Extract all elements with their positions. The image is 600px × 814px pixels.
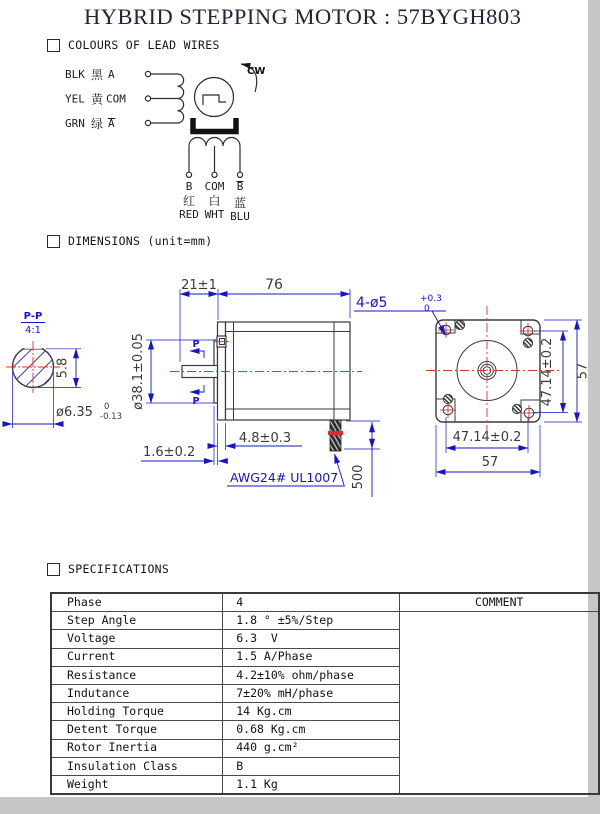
dim-pilot-dia: ø38.1±0.05: [131, 333, 146, 410]
terminal-dot: [237, 172, 242, 177]
page-title: HYBRID STEPPING MOTOR : 57BYGH803: [84, 4, 522, 29]
spec-label: Current: [51, 648, 223, 666]
spec-value: 7±20% mH/phase: [223, 684, 400, 702]
spec-value: 6.3 V: [223, 630, 400, 648]
rotor-symbol: [203, 95, 226, 105]
spec-label: Insulation Class: [51, 757, 223, 775]
dim-shaft-length: 21±1: [181, 278, 217, 293]
shaft-section-view: [4, 311, 122, 428]
phase-a-coil: [178, 74, 184, 123]
checkbox-icon: [47, 39, 60, 52]
spec-value: 440 g.cm²: [223, 739, 400, 757]
lead-cn: 红: [182, 194, 196, 208]
comment-header: COMMENT: [400, 593, 599, 612]
spec-label: Rotor Inertia: [51, 739, 223, 757]
spec-label: Indutance: [51, 684, 223, 702]
spec-value: 14 Kg.cm: [223, 703, 400, 721]
section-view-label: P-P: [23, 311, 43, 322]
spec-value: 0.68 Kg.cm: [223, 721, 400, 739]
top-lead-rows: [65, 68, 126, 131]
dim-frame-h: 57: [575, 362, 591, 380]
dim-bolt-spacing-h: 47.14±0.2: [452, 430, 522, 445]
cable-red-band: [328, 431, 343, 435]
lead-cable: [330, 420, 341, 451]
dim-bolt-spacing-v: 47.14±0.2: [540, 337, 555, 407]
spec-label: Detent Torque: [51, 721, 223, 739]
section-header-specifications: [47, 562, 169, 576]
dim-frame-w: 57: [481, 455, 499, 470]
p-mark-bottom: P: [192, 396, 200, 407]
terminal-dot: [145, 120, 150, 125]
lead-phase: B: [236, 180, 244, 193]
lead-code: RED: [179, 208, 199, 221]
lead-phase: B: [185, 180, 193, 193]
checkbox-icon: [47, 563, 60, 576]
lead-phase: A: [108, 68, 115, 81]
dim-holes-tol-dn: 0: [424, 304, 430, 314]
lead-phase: COM: [106, 92, 126, 106]
dim-boss-depth: 4.8±0.3: [238, 431, 292, 446]
section-header-lead-wires: [47, 38, 220, 52]
lead-cn: 黑: [91, 68, 104, 82]
corner-notch: [521, 400, 540, 422]
terminal-dot: [212, 172, 217, 177]
motor-front-view: [354, 294, 591, 477]
spec-value: B: [223, 757, 400, 775]
lead-code: WHT: [204, 208, 225, 221]
lead-cn: 白: [208, 194, 221, 208]
dim-plate: 1.6±0.2: [143, 445, 196, 460]
spec-value: 4.2±10% ohm/phase: [223, 666, 400, 684]
section-label: SPECIFICATIONS: [68, 562, 170, 576]
dim-flat-width: 5.8: [55, 357, 71, 379]
spec-value: 1.8 ° ±5%/Step: [223, 612, 400, 630]
spec-value: 4: [223, 593, 400, 612]
table-row: [51, 593, 599, 612]
dim-shaft-tol-dn: -0.13: [100, 412, 122, 422]
checkbox-icon: [47, 235, 60, 248]
bottom-lead-labels: [179, 180, 250, 223]
dim-holes: 4-ø5: [356, 295, 388, 311]
lead-code: YEL: [65, 92, 85, 106]
wire-spec-label: AWG24# UL1007: [230, 470, 339, 485]
lead-phase: A: [108, 117, 115, 130]
mounting-holes: [438, 322, 537, 421]
top-lead-wires: [145, 71, 177, 125]
dim-body-length: 76: [265, 277, 283, 293]
terminal-dot: [145, 71, 150, 76]
lead-phase: COM: [204, 180, 225, 193]
cw-label: CW: [247, 66, 266, 77]
motor-side-view: [131, 277, 380, 497]
lead-code: BLU: [230, 210, 250, 223]
dim-shaft-tol-up: 0: [104, 402, 110, 412]
wiring-diagram: [40, 55, 280, 235]
spec-value: 1.1 Kg: [223, 775, 400, 794]
spec-label: Holding Torque: [51, 703, 223, 721]
lead-code: BLK: [65, 68, 85, 81]
lead-cn: 绿: [91, 117, 104, 131]
terminal-dot: [186, 172, 191, 177]
section-view-scale: 4:1: [24, 325, 42, 336]
section-label: DIMENSIONS (unit=mm): [68, 234, 213, 248]
spec-table: [50, 592, 600, 795]
spec-label: Phase: [51, 593, 223, 612]
dimension-drawings: [0, 262, 600, 512]
terminal-dot: [145, 96, 150, 101]
dim-holes-tol-up: +0.3: [420, 294, 442, 304]
mounting-bracket: [193, 118, 236, 132]
dim-shaft-dia: ø6.35: [56, 405, 93, 420]
spec-label: Weight: [51, 775, 223, 794]
section-header-dimensions: [47, 234, 212, 248]
table-row: [51, 612, 599, 630]
spec-label: Step Angle: [51, 612, 223, 630]
comment-cell: [400, 612, 599, 794]
lead-cn: 黄: [91, 92, 104, 107]
spec-label: Resistance: [51, 666, 223, 684]
spec-label: Voltage: [51, 630, 223, 648]
rotor-circle: [195, 78, 234, 117]
p-mark-top: P: [192, 339, 200, 350]
phase-b-coil: [189, 138, 240, 147]
bottom-lead-wires: [186, 146, 242, 177]
lead-cn: 蓝: [233, 196, 247, 210]
motor-body: [226, 322, 351, 420]
dim-lead-length: 500: [351, 464, 366, 490]
spec-value: 1.5 A/Phase: [223, 648, 400, 666]
lead-code: GRN: [65, 117, 85, 130]
section-label: COLOURS OF LEAD WIRES: [68, 38, 220, 52]
